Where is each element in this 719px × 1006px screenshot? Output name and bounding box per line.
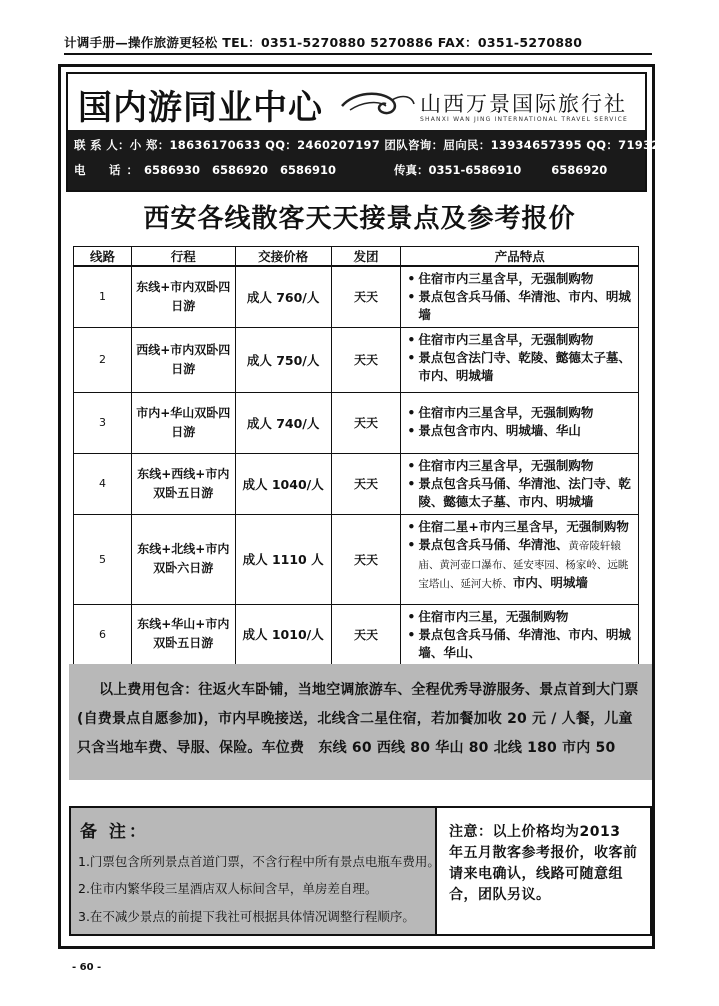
- company-name-en: SHANXI WAN JING INTERNATIONAL TRAVEL SERVICE: [420, 116, 628, 123]
- notes-title: 备 注：: [80, 822, 149, 842]
- route-itinerary: 西线+市内双卧四日游: [131, 327, 235, 392]
- route-itinerary: 东线+西线+市内双卧五日游: [131, 453, 235, 514]
- route-number: 3: [74, 392, 132, 453]
- fee-includes-box: [69, 664, 652, 780]
- feature-subtext: 黄帝陵轩辕庙、黄河壶口瀑布、延安枣园、杨家岭、远眺宝塔山、延河大桥、: [418, 539, 629, 590]
- feature-item: • 景点包含兵马俑、华清池、市内、明城墙、华山、: [407, 626, 634, 662]
- notes-box: [69, 806, 652, 936]
- page-number: - 60 -: [72, 962, 102, 973]
- price-table: [73, 246, 639, 665]
- fax-number: 0351-6586910: [428, 163, 522, 177]
- phone-fax-row: [74, 162, 642, 178]
- table-row: [74, 266, 639, 327]
- column-header: 行程: [131, 247, 235, 267]
- route-features: [401, 604, 639, 664]
- route-departure: 天天: [331, 453, 401, 514]
- notes-list-panel: [71, 808, 440, 934]
- header-box: [66, 72, 693, 192]
- route-departure: 天天: [331, 392, 401, 453]
- route-price: 成人 1010/人: [235, 604, 331, 664]
- column-header: 产品特点: [401, 247, 639, 267]
- note-item: 1.门票包含所列景点首道门票，不含行程中所有景点电瓶车费用。: [78, 854, 440, 869]
- column-header: 线路: [74, 247, 132, 267]
- feature-item: • 住宿市内三星含早，无强制购物: [407, 331, 634, 349]
- route-number: 4: [74, 453, 132, 514]
- contact-bar: [68, 130, 693, 190]
- route-itinerary: 东线+北线+市内双卧六日游: [131, 514, 235, 604]
- route-features: [401, 514, 639, 604]
- route-number: 5: [74, 514, 132, 604]
- feature-item: • 住宿市内三星含早，无强制购物: [407, 457, 634, 475]
- route-itinerary: 市内+华山双卧四日游: [131, 392, 235, 453]
- route-price: 成人 760/人: [235, 266, 331, 327]
- route-features: [401, 266, 639, 327]
- fax-group: [394, 162, 607, 178]
- table-row: [74, 453, 639, 514]
- feature-item: • 住宿二星+市内三星含早，无强制购物: [407, 518, 634, 536]
- route-departure: 天天: [331, 266, 401, 327]
- main-title: 西安各线散客天天接景点及参考报价: [143, 204, 576, 234]
- route-departure: 天天: [331, 604, 401, 664]
- table-row: [74, 327, 639, 392]
- route-number: 6: [74, 604, 132, 664]
- attention-text: 注意：以上价格均为2013 年五月散客参考报价，收客前请来电确认，线路可随意组合，团队另议。: [449, 824, 638, 903]
- feature-item: • 景点包含兵马俑、华清池、法门寺、乾陵、懿德太子墓、市内、明城墙: [407, 475, 634, 511]
- feature-text: 市内、明城墙: [512, 574, 588, 590]
- feature-item: • 住宿市内三星含早，无强制购物: [407, 404, 634, 422]
- top-contact-line: 计调手册—操作旅游更轻松 TEL：0351-5270880 5270886 FAX：0351-5270880: [64, 33, 652, 55]
- route-itinerary: 东线+市内双卧四日游: [131, 266, 235, 327]
- feature-item: • 景点包含法门寺、乾陵、懿德太子墓、市内、明城墙: [407, 349, 634, 385]
- column-header: 发团: [331, 247, 401, 267]
- route-number: 2: [74, 327, 132, 392]
- route-itinerary: 东线+华山+市内双卧五日游: [131, 604, 235, 664]
- route-features: [401, 327, 639, 392]
- feature-item: • 景点包含市内、明城墙、华山: [407, 422, 634, 440]
- note-item: 2.住市内繁华段三星酒店双人标间含早，单房差自理。: [78, 881, 378, 896]
- table-row: [74, 514, 639, 604]
- center-title: 国内游同业中心: [78, 88, 323, 128]
- table-row: [74, 392, 639, 453]
- fee-includes-text: 往返火车卧铺，当地空调旅游车、全程优秀导游服务、景点首到大门票(自费景点自愿参加)，市内早晚接送，北线含二星住宿，若加餐加收 20 元 / 人餐，儿童只含当地车费、导服、保险。车位费 东线 60 西线 80 华山 80 北线 180 市内 50: [77, 682, 639, 756]
- route-features: [401, 453, 639, 514]
- feature-item: • 住宿市内三星含早，无强制购物: [407, 270, 634, 288]
- feature-item: • 景点包含兵马俑、华清池、市内、明城墙: [407, 288, 634, 324]
- route-departure: 天天: [331, 514, 401, 604]
- contact-persons: 联 系 人：小 郑：18636170633 QQ：2460207197 团队咨询：屈向民：13934657395 QQ：719329599: [74, 138, 693, 152]
- route-price: 成人 1110 人: [235, 514, 331, 604]
- route-features: [401, 392, 639, 453]
- table-row: [74, 604, 639, 664]
- route-number: 1: [74, 266, 132, 327]
- route-price: 成人 750/人: [235, 327, 331, 392]
- tel-number: 6586930: [144, 163, 201, 177]
- fax-label: 传真：: [394, 163, 429, 177]
- swirl-logo-icon: [340, 86, 416, 122]
- feature-text: 景点包含兵马俑、华清池、: [418, 536, 569, 552]
- fee-includes-label: 以上费用包含：: [99, 682, 199, 698]
- feature-item: • 住宿市内三星，无强制购物: [407, 608, 634, 626]
- tel-number: 6586920: [212, 163, 269, 177]
- route-departure: 天天: [331, 327, 401, 392]
- feature-item: [407, 536, 634, 593]
- tel-label: 电 话：: [74, 163, 144, 177]
- company-name: 山西万景国际旅行社: [420, 92, 627, 116]
- tel-number: 6586910: [280, 163, 337, 177]
- fax-number: 6586920: [551, 163, 608, 177]
- table-header-row: [74, 247, 639, 267]
- note-item: 3.在不减少景点的前提下我社可根据具体情况调整行程顺序。: [78, 909, 415, 924]
- route-price: 成人 740/人: [235, 392, 331, 453]
- column-header: 交接价格: [235, 247, 331, 267]
- route-price: 成人 1040/人: [235, 453, 331, 514]
